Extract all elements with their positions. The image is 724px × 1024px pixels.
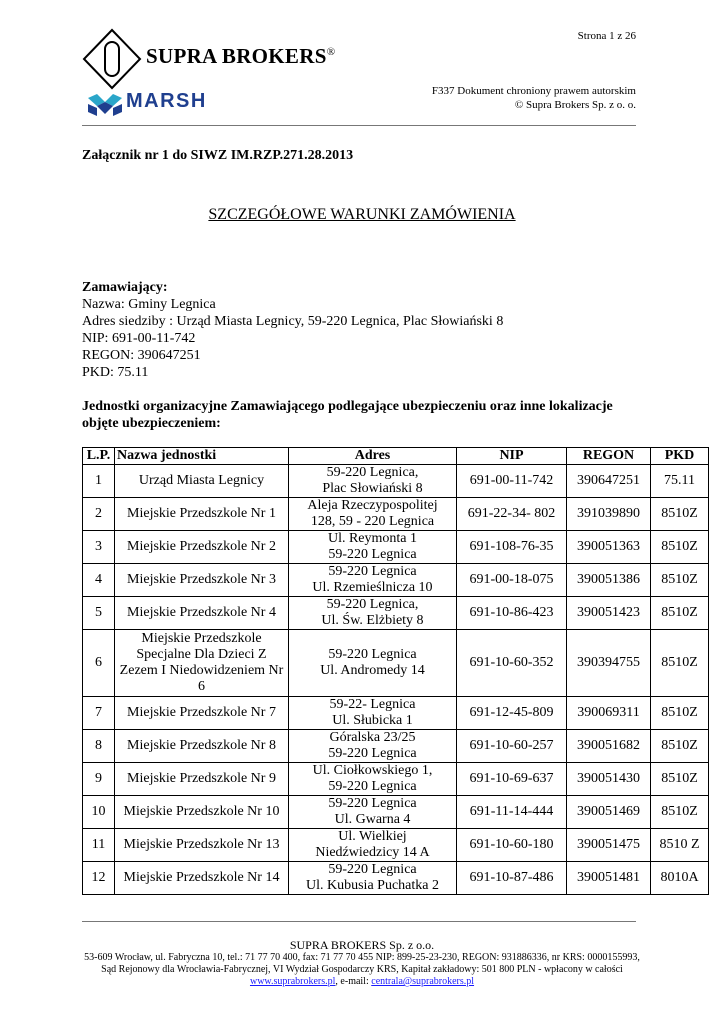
marsh-mark-icon — [88, 94, 122, 116]
table-row — [83, 829, 709, 862]
cell-nip: 691-10-60-180 — [457, 829, 567, 862]
cell-name: Miejskie Przedszkole Nr 3 — [115, 564, 289, 597]
cell-name: Miejskie Przedszkole Nr 4 — [115, 597, 289, 630]
cell-lp: 9 — [83, 763, 115, 796]
email-link[interactable]: centrala@suprabrokers.pl — [371, 976, 475, 987]
cell-lp: 10 — [83, 796, 115, 829]
table-row — [83, 630, 709, 697]
cell-regon: 390647251 — [567, 465, 651, 498]
footer-firm-name: SUPRA BROKERS Sp. z o.o. — [289, 938, 435, 952]
cell-name: Miejskie Przedszkole Nr 13 — [115, 829, 289, 862]
cell-regon: 390051469 — [567, 796, 651, 829]
cell-address: 59-220 Legnica Ul. Gwarna 4 — [289, 796, 457, 829]
cell-nip: 691-10-86-423 — [457, 597, 567, 630]
cell-pkd: 8510Z — [651, 630, 709, 697]
website-link[interactable]: www.suprabrokers.pl — [249, 976, 336, 987]
cell-pkd: 8510Z — [651, 697, 709, 730]
footer-court-line: Sąd Rejonowy dla Wrocławia-Fabrycznej, VI Wydział Gospodarczy KRS, Kapitał zakładowy: 501 800 PLN - wpłacony w całości — [101, 964, 623, 975]
page-footer — [0, 938, 724, 988]
cell-name: Miejskie Przedszkole Nr 9 — [115, 763, 289, 796]
cell-nip: 691-11-14-444 — [457, 796, 567, 829]
cell-lp: 1 — [83, 465, 115, 498]
cell-regon: 390051363 — [567, 531, 651, 564]
copyright-line: © Supra Brokers Sp. z o. o. — [514, 99, 636, 111]
marsh-logo — [88, 90, 248, 120]
cell-pkd: 8510 Z — [651, 829, 709, 862]
cell-pkd: 8510Z — [651, 730, 709, 763]
table-row — [83, 531, 709, 564]
page-number: Strona 1 z 26 — [577, 30, 636, 42]
cell-pkd: 75.11 — [651, 465, 709, 498]
cell-address: 59-220 Legnica Ul. Andromedy 14 — [289, 630, 457, 697]
header-divider — [82, 125, 636, 126]
supra-brokers-logo — [82, 28, 372, 90]
cell-address: Ul. Ciołkowskiego 1, 59-220 Legnica — [289, 763, 457, 796]
table-row — [83, 564, 709, 597]
supra-diamond-icon — [82, 28, 142, 90]
cell-regon: 390051475 — [567, 829, 651, 862]
cell-name: Urząd Miasta Legnicy — [115, 465, 289, 498]
cell-address: Ul. Reymonta 1 59-220 Legnica — [289, 531, 457, 564]
header-nip: NIP — [457, 448, 567, 465]
cell-address: 59-220 Legnica Ul. Rzemieślnicza 10 — [289, 564, 457, 597]
cell-pkd: 8510Z — [651, 796, 709, 829]
footer-address-line: 53-609 Wrocław, ul. Fabryczna 10, tel.: 71 77 70 400, fax: 71 77 70 455 NIP: 899-25-23-230, REGON: 931886336, nr KRS: 0000155993, — [84, 952, 640, 963]
table-row — [83, 498, 709, 531]
cell-pkd: 8510Z — [651, 564, 709, 597]
table-row — [83, 697, 709, 730]
orderer-nip: NIP: 691-00-11-742 — [82, 331, 196, 346]
header-name: Nazwa jednostki — [115, 448, 289, 465]
cell-address: 59-220 Legnica, Ul. Św. Elżbiety 8 — [289, 597, 457, 630]
orderer-heading: Zamawiający: — [82, 280, 168, 295]
page-title: SZCZEGÓŁOWE WARUNKI ZAMÓWIENIA — [208, 206, 516, 223]
header-lp: L.P. — [83, 448, 115, 465]
cell-address: 59-22- Legnica Ul. Słubicka 1 — [289, 697, 457, 730]
cell-lp: 12 — [83, 862, 115, 895]
copyright-notice — [432, 84, 636, 112]
cell-nip: 691-10-87-486 — [457, 862, 567, 895]
header-address: Adres — [289, 448, 457, 465]
cell-address: Ul. Wielkiej Niedźwiedzicy 14 A — [289, 829, 457, 862]
supra-brokers-wordmark: SUPRA BROKERS® — [146, 44, 336, 68]
cell-regon: 390069311 — [567, 697, 651, 730]
cell-lp: 8 — [83, 730, 115, 763]
cell-nip: 691-10-60-257 — [457, 730, 567, 763]
table-row — [83, 763, 709, 796]
doc-protected-line: F337 Dokument chroniony prawem autorskim — [431, 85, 636, 97]
orderer-regon: REGON: 390647251 — [82, 348, 201, 363]
table-row — [83, 796, 709, 829]
cell-nip: 691-10-69-637 — [457, 763, 567, 796]
cell-regon: 390051682 — [567, 730, 651, 763]
cell-lp: 7 — [83, 697, 115, 730]
orderer-details — [82, 279, 503, 381]
cell-nip: 691-00-18-075 — [457, 564, 567, 597]
table-header-row — [83, 448, 709, 465]
cell-name: Miejskie Przedszkole Specjalne Dla Dzieci Z Zezem I Niedowidzeniem Nr 6 — [115, 630, 289, 697]
cell-name: Miejskie Przedszkole Nr 14 — [115, 862, 289, 895]
cell-regon: 390051423 — [567, 597, 651, 630]
cell-address: 59-220 Legnica, Plac Słowiański 8 — [289, 465, 457, 498]
annex-title: Załącznik nr 1 do SIWZ IM.RZP.271.28.2013 — [82, 148, 354, 163]
cell-address: 59-220 Legnica Ul. Kubusia Puchatka 2 — [289, 862, 457, 895]
orderer-address: Adres siedziby : Urząd Miasta Legnicy, 59-220 Legnica, Plac Słowiański 8 — [82, 314, 504, 329]
cell-lp: 2 — [83, 498, 115, 531]
cell-name: Miejskie Przedszkole Nr 8 — [115, 730, 289, 763]
cell-name: Miejskie Przedszkole Nr 7 — [115, 697, 289, 730]
footer-contact-line: www.suprabrokers.pl, e-mail: centrala@suprabrokers.pl — [249, 976, 475, 987]
cell-pkd: 8510Z — [651, 531, 709, 564]
units-table — [82, 447, 709, 895]
orderer-name: Nazwa: Gminy Legnica — [82, 297, 216, 312]
cell-pkd: 8010A — [651, 862, 709, 895]
cell-lp: 11 — [83, 829, 115, 862]
cell-nip: 691-12-45-809 — [457, 697, 567, 730]
cell-name: Miejskie Przedszkole Nr 10 — [115, 796, 289, 829]
units-note: Jednostki organizacyjne Zamawiającego podlegające ubezpieczeniu oraz inne lokalizacje objęte ubezpieczeniem: — [82, 399, 613, 431]
cell-address: Góralska 23/25 59-220 Legnica — [289, 730, 457, 763]
cell-pkd: 8510Z — [651, 763, 709, 796]
table-row — [83, 730, 709, 763]
cell-lp: 3 — [83, 531, 115, 564]
header-regon: REGON — [567, 448, 651, 465]
table-row — [83, 465, 709, 498]
cell-lp: 5 — [83, 597, 115, 630]
cell-nip: 691-10-60-352 — [457, 630, 567, 697]
cell-regon: 390051430 — [567, 763, 651, 796]
header-pkd: PKD — [651, 448, 709, 465]
cell-regon: 391039890 — [567, 498, 651, 531]
cell-name: Miejskie Przedszkole Nr 1 — [115, 498, 289, 531]
cell-name: Miejskie Przedszkole Nr 2 — [115, 531, 289, 564]
cell-pkd: 8510Z — [651, 498, 709, 531]
table-row — [83, 597, 709, 630]
cell-lp: 4 — [83, 564, 115, 597]
orderer-pkd: PKD: 75.11 — [82, 365, 149, 380]
cell-regon: 390051386 — [567, 564, 651, 597]
cell-nip: 691-108-76-35 — [457, 531, 567, 564]
marsh-wordmark: MARSH — [126, 90, 207, 112]
cell-address: Aleja Rzeczypospolitej 128, 59 - 220 Legnica — [289, 498, 457, 531]
footer-divider — [82, 921, 636, 922]
cell-regon: 390394755 — [567, 630, 651, 697]
cell-nip: 691-22-34- 802 — [457, 498, 567, 531]
cell-lp: 6 — [83, 630, 115, 697]
cell-regon: 390051481 — [567, 862, 651, 895]
cell-nip: 691-00-11-742 — [457, 465, 567, 498]
table-row — [83, 862, 709, 895]
cell-pkd: 8510Z — [651, 597, 709, 630]
